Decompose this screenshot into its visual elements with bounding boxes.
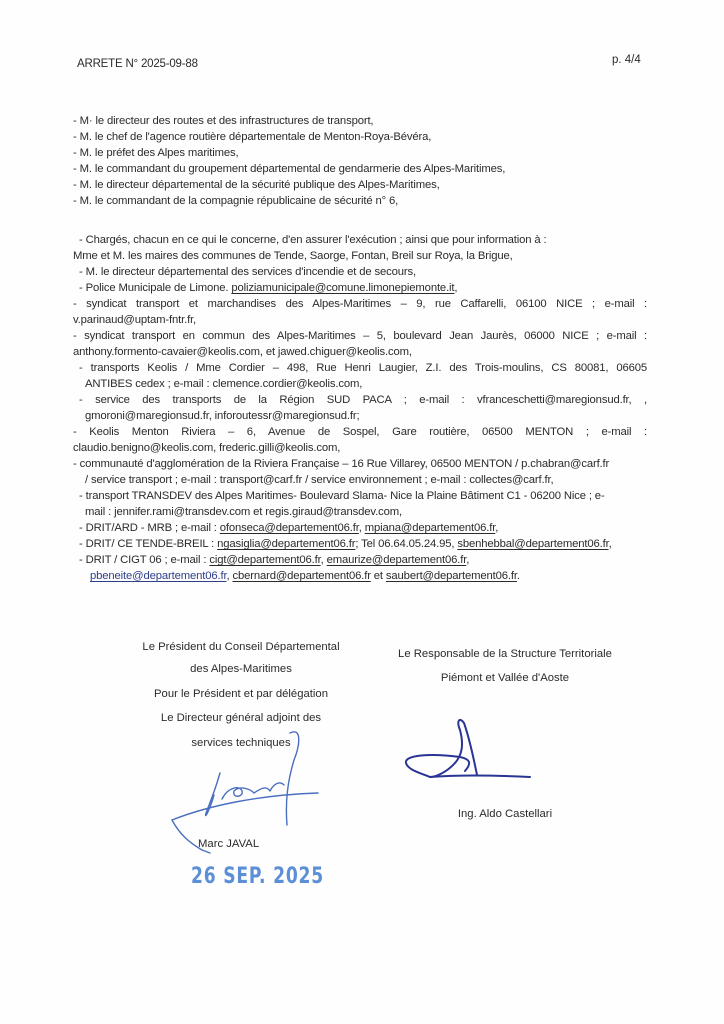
information-intro: - Chargés, chacun en ce qui le concerne, d'en assurer l'exécution ; ainsi que pour information à : — [79, 234, 547, 246]
signatory-title-line: Le Directeur général adjoint des — [160, 712, 322, 724]
recipient-item: - M. le directeur départemental de la sécurité publique des Alpes-Maritimes, — [73, 179, 440, 191]
signatory-name: Marc JAVAL — [198, 838, 260, 850]
recipient-item: - M. le commandant de la compagnie républicaine de sécurité n° 6, — [73, 195, 399, 207]
signatory-title-line: des Alpes-Maritimes — [190, 663, 292, 675]
signatory-title-line: Le Responsable de la Structure Territoriale — [398, 648, 612, 660]
punctuation: , — [358, 522, 365, 534]
recipient-item: - M· le directeur des routes et des infrastructures de transport, — [73, 115, 374, 127]
info-item-sdis: - M. le directeur départemental des services d'incendie et de secours, — [79, 266, 417, 278]
recipient-item: - M. le commandant du groupement départemental de gendarmerie des Alpes-Maritimes, — [73, 163, 506, 175]
punctuation: , — [608, 538, 612, 550]
info-item-carf: - communauté d'agglomération de la Riviera Française – 16 Rue Villarey, 06500 MENTON / p.chabran@carf.fr — [73, 458, 610, 470]
info-item-police-limone — [79, 281, 457, 296]
punctuation: , — [320, 554, 327, 566]
info-item-transdev: - transport TRANSDEV des Alpes Maritimes- Boulevard Slama- Nice la Plaine Bâtiment C1 - 06200 Nice ; e- — [79, 490, 605, 502]
punctuation: . — [516, 570, 520, 582]
info-item-syndicat-commun: - syndicat transport en commun des Alpes-Maritimes – 5, boulevard Jean Jaurès, 06000 NICE ; e-mail : — [73, 330, 647, 342]
recipient-item: - M. le chef de l'agence routière départementale de Menton-Roya-Bévéra, — [73, 131, 432, 143]
phone-text: ; Tel 06.64.05.24.95, — [355, 538, 458, 550]
info-item-drit-ard — [79, 521, 498, 536]
punctuation: , — [495, 522, 499, 534]
info-item-syndicat-marchandises-email: v.parinaud@uptam-fntr.fr, — [73, 314, 197, 326]
info-item-keolis-menton: - Keolis Menton Riviera – 6, Avenue de Sospel, Gare routière, 06500 MENTON ; e-mail : — [73, 426, 647, 438]
conjunction: et — [370, 570, 386, 582]
drit-ard-label: - DRIT/ARD - MRB ; e-mail : — [79, 522, 220, 534]
drit-cigt-label: - DRIT / CIGT 06 ; e-mail : — [79, 554, 210, 566]
info-item-transdev-emails: mail : jennifer.rami@transdev.com et regis.giraud@transdev.com, — [85, 506, 402, 518]
email-link[interactable]: cbernard@departement06.fr — [232, 570, 371, 582]
signatory-title-line: Pour le Président et par délégation — [154, 688, 328, 700]
signatory-name: Ing. Aldo Castellari — [457, 808, 553, 820]
email-link[interactable]: mpiana@departement06.fr — [364, 522, 496, 534]
info-item-keolis-menton-emails: claudio.benigno@keolis.com, frederic.gilli@keolis.com, — [73, 442, 341, 454]
info-item-carf-services: / service transport ; e-mail : transport@carf.fr / service environnement ; e-mail : collectes@carf.fr, — [85, 474, 554, 486]
email-link[interactable]: pbeneite@departement06.fr — [90, 570, 227, 582]
date-stamp: 26 SEP. 2025 — [191, 864, 324, 889]
police-email-link[interactable]: poliziamunicipale@comune.limonepiemonte.it — [231, 282, 455, 294]
punctuation: , — [454, 282, 458, 294]
handwritten-signature-castellari — [400, 715, 550, 790]
punctuation: , — [466, 554, 470, 566]
email-link[interactable]: emaurize@departement06.fr — [326, 554, 467, 566]
email-link[interactable]: ofonseca@departement06.fr — [219, 522, 359, 534]
signatory-title-line: Le Président du Conseil Départemental — [142, 641, 340, 653]
info-item-keolis-antibes: - transports Keolis / Mme Cordier – 498, Rue Henri Laugier, Z.I. des Trois-moulins, CS 80081, 06605 — [79, 362, 647, 374]
info-item-drit-cigt-cont — [90, 569, 520, 584]
signatory-title-line: services techniques — [191, 737, 291, 749]
info-item-drit-cigt — [79, 553, 469, 568]
signatory-title-line: Piémont et Vallée d'Aoste — [440, 672, 570, 684]
page-number: p. 4/4 — [612, 54, 641, 66]
email-link[interactable]: sbenhebbal@departement06.fr — [457, 538, 609, 550]
info-item-region-sud-emails: gmoroni@maregionsud.fr, inforoutessr@maregionsud.fr; — [85, 410, 360, 422]
police-label: - Police Municipale de Limone. — [79, 282, 232, 294]
info-item-drit-ce — [79, 537, 612, 552]
info-item-syndicat-commun-emails: anthony.formento-cavaier@keolis.com, et jawed.chiguer@keolis.com, — [73, 346, 412, 358]
email-link[interactable]: ngasiglia@departement06.fr — [217, 538, 356, 550]
email-link[interactable]: saubert@departement06.fr — [385, 570, 517, 582]
info-item-region-sud: - service des transports de la Région SUD PACA ; e-mail : vfranceschetti@maregionsud.fr, , — [79, 394, 647, 406]
info-item-keolis-antibes-email: ANTIBES cedex ; e-mail : clemence.cordier@keolis.com, — [85, 378, 363, 390]
info-item-mayors: Mme et M. les maires des communes de Tende, Saorge, Fontan, Breil sur Roya, la Brigue, — [73, 250, 513, 262]
decree-reference: ARRETE N° 2025-09-88 — [77, 58, 198, 70]
punctuation: , — [226, 570, 233, 582]
info-item-syndicat-marchandises: - syndicat transport et marchandises des Alpes-Maritimes – 9, rue Caffarelli, 06100 NICE ; e-mail : — [73, 298, 647, 310]
email-link[interactable]: cigt@departement06.fr — [209, 554, 321, 566]
recipient-item: - M. le préfet des Alpes maritimes, — [73, 147, 239, 159]
drit-ce-label: - DRIT/ CE TENDE-BREIL : — [79, 538, 218, 550]
